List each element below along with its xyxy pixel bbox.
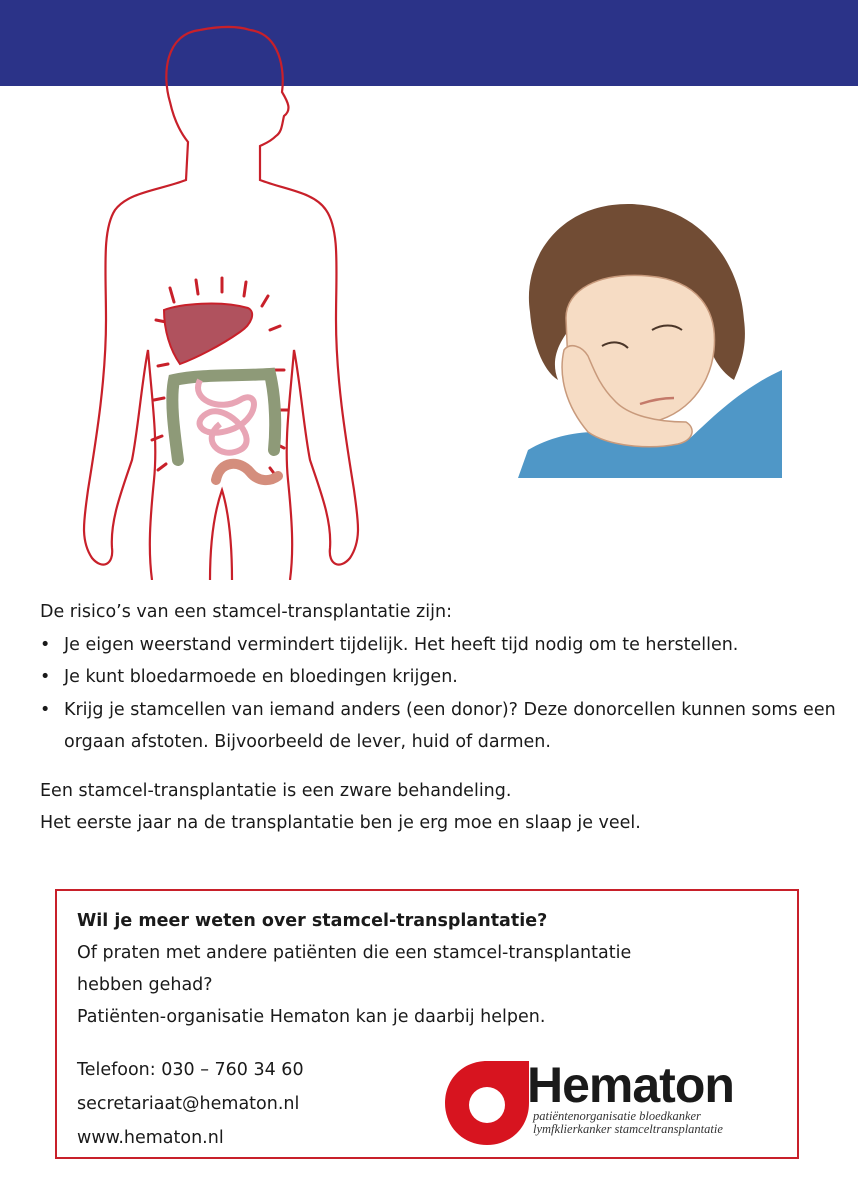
phone-number: Telefoon: 030 – 760 34 60 bbox=[77, 1060, 304, 1080]
info-line-3: Patiënten-organisatie Hematon kan je daarbij helpen. bbox=[77, 1007, 546, 1027]
logo-tagline-1: patiëntenorganisatie bloedkanker bbox=[533, 1109, 701, 1123]
logo-mark-icon bbox=[443, 1059, 531, 1147]
risk-item bbox=[40, 661, 840, 694]
info-line-1: Of praten met andere patiënten die een stamcel-transplantatie bbox=[77, 943, 632, 963]
contact-details bbox=[77, 1053, 304, 1155]
bullet: • bbox=[40, 699, 51, 720]
risk-item bbox=[40, 629, 840, 662]
risks-section bbox=[40, 596, 840, 840]
email-link[interactable]: secretariaat@hematon.nl bbox=[77, 1094, 300, 1114]
risks-intro: De risico’s van een stamcel-transplantatie zijn: bbox=[40, 602, 452, 622]
logo-tagline-2: lymfklierkanker stamceltransplantatie bbox=[533, 1122, 723, 1136]
body-organs-illustration bbox=[70, 20, 370, 580]
info-text bbox=[77, 905, 777, 1033]
risk-item-text: Je eigen weerstand vermindert tijdelijk. Het heeft tijd nodig om te herstellen. bbox=[64, 634, 739, 655]
risk-item-text: Krijg je stamcellen van iemand anders (een donor)? Deze donorcellen kunnen soms een orgaan afstoten. Bijvoorbeeld de lever, huid of darmen. bbox=[64, 699, 836, 752]
hematon-logo bbox=[443, 1059, 783, 1149]
large-intestine bbox=[172, 374, 275, 460]
info-line-2: hebben gehad? bbox=[77, 975, 213, 995]
risk-item bbox=[40, 694, 840, 759]
liver bbox=[164, 304, 252, 364]
bullet: • bbox=[40, 667, 51, 687]
info-title: Wil je meer weten over stamcel-transplantatie? bbox=[77, 911, 548, 931]
sleeping-woman-illustration bbox=[518, 200, 782, 478]
risks-list bbox=[40, 629, 840, 759]
rectum bbox=[216, 464, 278, 480]
logo-name: Hematon bbox=[527, 1057, 734, 1113]
summary-line-2: Het eerste jaar na de transplantatie ben je erg moe en slaap je veel. bbox=[40, 813, 641, 833]
summary-line-1: Een stamcel-transplantatie is een zware behandeling. bbox=[40, 780, 512, 801]
bullet: • bbox=[40, 634, 51, 655]
info-box bbox=[55, 889, 799, 1159]
small-intestine bbox=[198, 380, 254, 453]
website-link[interactable]: www.hematon.nl bbox=[77, 1128, 224, 1148]
risk-item-text: Je kunt bloedarmoede en bloedingen krijgen. bbox=[64, 667, 458, 687]
